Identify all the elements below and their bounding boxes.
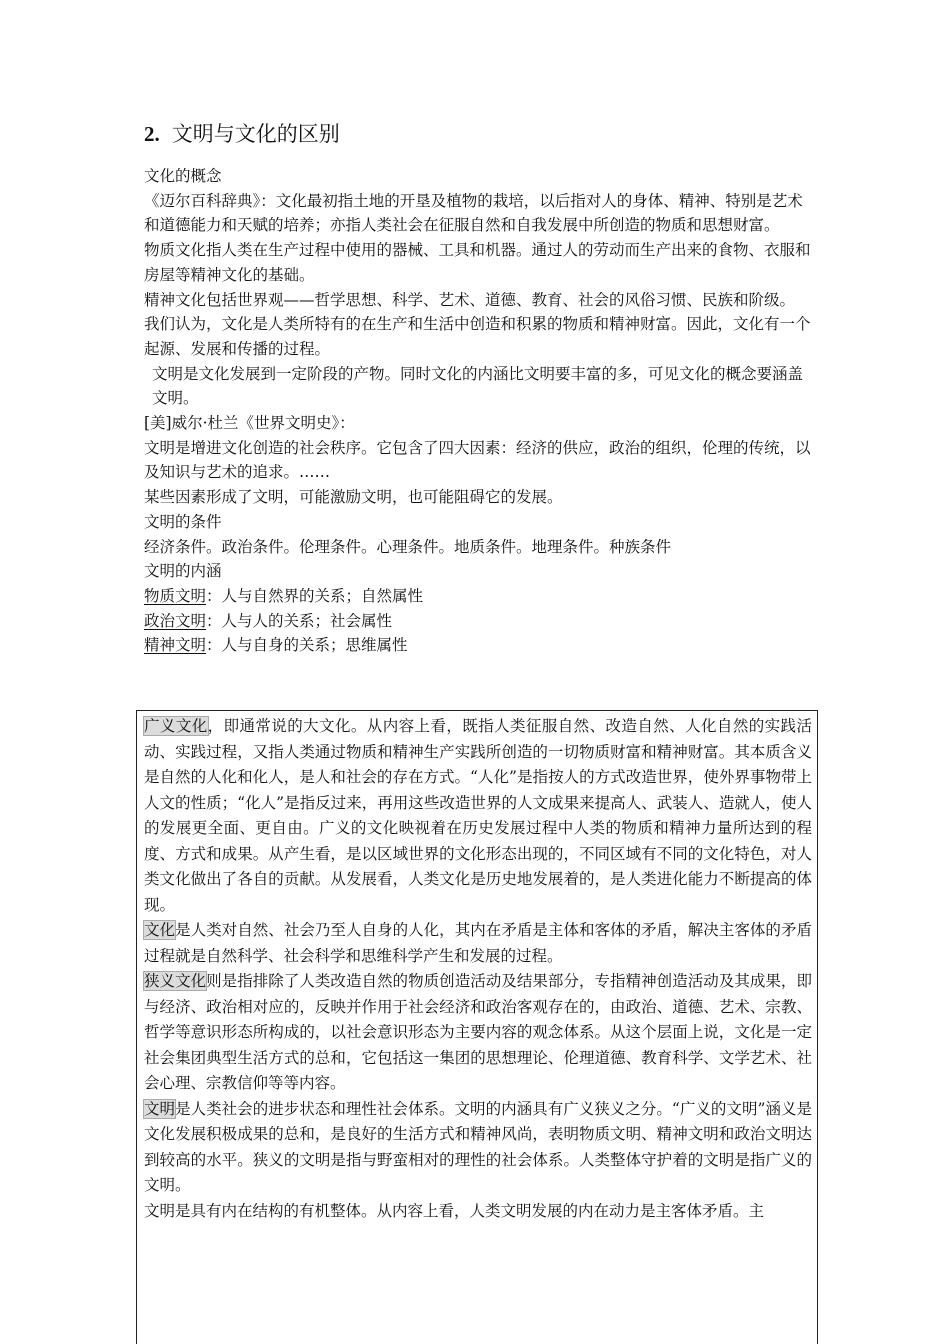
box-text-run: ，即通常说的大文化。从内容上看，既指人类征服自然、改造自然、人化自然的实践活动、实践过程，又指人类通过物质和精神生产实践所创造的一切物质财富和精神财富。其本质含义是自然的人化和化人，是人和社会的存在方式。“人化”是指按人的方式改造世界，使外界事物带上人文的性质；“化人”是指反过来，再用这些改造世界的人文成果来提高人、武装人、造就人，使人的发展更全面、更自由。广义的文化映视着在历史发展过程中人类的物质和精神力量所达到的程度、方式和成果。从产生看，是以区域世界的文化形态出现的，不同区域有不同的文化特色，对人类文化做出了各自的贡献。从发展看，人类文化是历史地发展着的，是人类进化能力不断提高的体现。 xyxy=(144,717,812,914)
paragraph: 《迈尔百科辞典》：文化最初指土地的开垦及植物的栽培，以后指对人的身体、精神、特别是艺术和道德能力和天赋的培养；亦指人类社会在征服自然和自我发展中所创造的物质和思想财富。 xyxy=(144,191,803,235)
paragraph: 精神文化包括世界观——哲学思想、科学、艺术、道德、教育、社会的风俗习惯、民族和阶级。 xyxy=(144,290,796,309)
box-paragraph xyxy=(144,969,812,1097)
paragraph: 文化的概念 xyxy=(144,167,222,185)
highlighted-term: 狭义文化 xyxy=(144,972,207,990)
section-heading xyxy=(144,118,340,150)
box-text-run: 则是指排除了人类改造自然的物质创造活动及结果部分，专指精神创造活动及其成果，即与经济、政治相对应的，反映并作用于社会经济和政治客观存在的，由政治、道德、艺术、宗教、哲学等意识形态所构成的，以社会意识形态为主要内容的观念体系。从这个层面上说，文化是一定社会集团典型生活方式的总和，它包括这一集团的思想理论、伦理道德、教育科学、文学艺术、社会心理、宗教信仰等等内容。 xyxy=(144,972,812,1092)
underlined-term: 物质文明 xyxy=(144,586,207,605)
civilization-item xyxy=(144,633,812,658)
underlined-term: 精神文明 xyxy=(144,636,207,655)
highlighted-term: 文化 xyxy=(144,921,176,939)
box-paragraph xyxy=(144,714,812,918)
underlined-term: 政治文明 xyxy=(144,611,207,630)
paragraph: 经济条件。政治条件。伦理条件。心理条件。地质条件。地理条件。种族条件 xyxy=(144,537,672,556)
paragraph: 我们认为，文化是人类所特有的在生产和生活中创造和积累的物质和精神财富。因此，文化有一个起源、发展和传播的过程。 xyxy=(144,315,811,358)
box-paragraph xyxy=(144,1097,812,1199)
paragraph: 某些因素形成了文明，可能激励文明，也可能阻碍它的发展。 xyxy=(144,488,563,507)
box-text-run: 是人类对自然、社会乃至人自身的人化，其内在矛盾是主体和客体的矛盾，解决主客体的矛盾过程就是自然科学、社会科学和思维科学产生和发展的过程。 xyxy=(144,921,812,965)
box-paragraph: 文明是具有内在结构的有机整体。从内容上看，人类文明发展的内在动力是主客体矛盾。主 xyxy=(144,1201,765,1220)
paragraph: 文明的条件 xyxy=(144,512,222,531)
section-title: 文明与文化的区别 xyxy=(171,122,340,146)
section-number: 2. xyxy=(144,122,160,146)
civilization-item xyxy=(144,609,812,634)
item-text: ：人与自然界的关系；自然属性 xyxy=(206,586,424,605)
highlighted-term: 文明 xyxy=(144,1099,176,1118)
box-text xyxy=(144,714,812,1224)
body-text xyxy=(144,164,812,658)
paragraph: 文明的内涵 xyxy=(144,562,222,581)
paragraph: 物质文化指人类在生产过程中使用的器械、工具和机器。通过人的劳动而生产出来的食物、衣服和房屋等精神文化的基础。 xyxy=(144,241,811,284)
highlighted-term: 广义文化 xyxy=(144,717,208,735)
item-text: ：人与自身的关系；思维属性 xyxy=(206,636,408,655)
paragraph: [美]威尔·杜兰《世界文明史》： xyxy=(144,414,355,433)
box-paragraph xyxy=(144,918,812,969)
civilization-item xyxy=(144,584,812,609)
paragraph: 文明是增进文化创造的社会秩序。它包含了四大因素：经济的供应，政治的组织，伦理的传统，以及知识与艺术的追求。…… xyxy=(144,438,811,482)
item-text: ：人与人的关系；社会属性 xyxy=(206,611,393,630)
box-text-run: 是人类社会的进步状态和理性社会体系。文明的内涵具有广义狭义之分。“广义的文明”涵义是文化发展积极成果的总和，是良好的生活方式和精神风尚，表明物质文明、精神文明和政治文明达到较高的水平。狭义的文明是指与野蛮相对的理性的社会体系。人类整体守护着的文明是指广义的文明。 xyxy=(144,1099,812,1194)
paragraph: 文明是文化发展到一定阶段的产物。同时文化的内涵比文明要丰富的多，可见文化的概念要涵盖文明。 xyxy=(152,364,804,408)
